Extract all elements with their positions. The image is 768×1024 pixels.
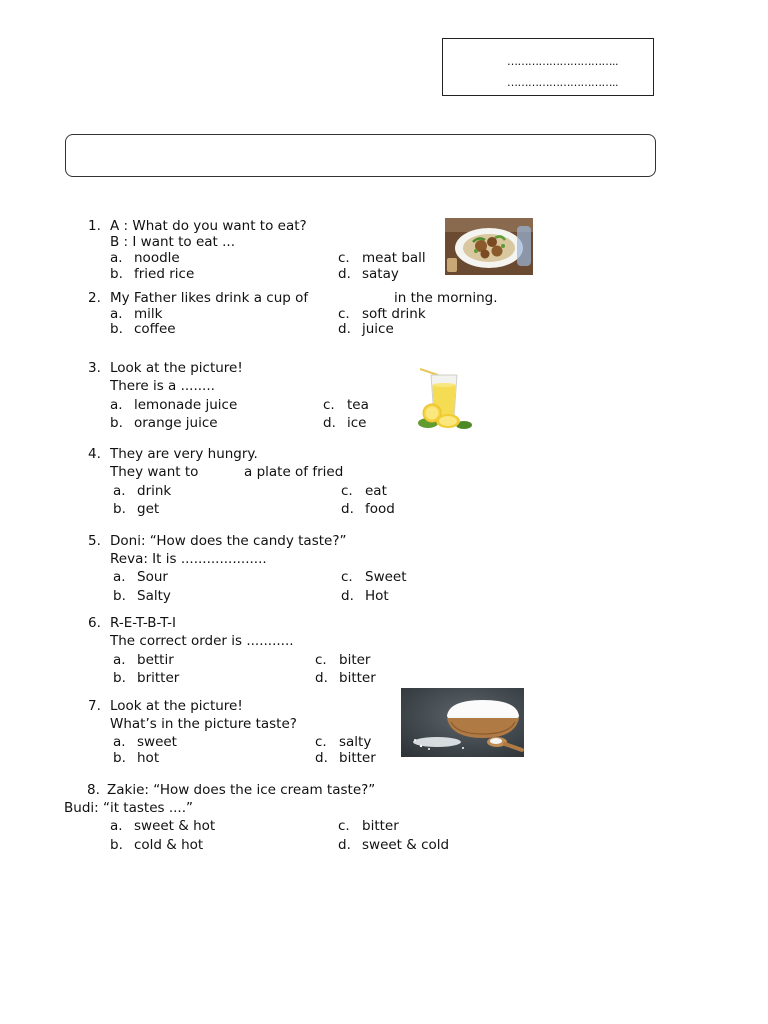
question-text: Doni: “How does the candy taste?”: [110, 533, 347, 549]
option-key: c.: [315, 652, 327, 668]
question-number: 3.: [88, 360, 101, 376]
option-text: britter: [137, 670, 180, 686]
option-text: food: [365, 501, 395, 517]
option-key: a.: [113, 734, 126, 750]
option-key: d.: [315, 750, 328, 766]
question-text: Look at the picture!: [110, 698, 243, 714]
option-key: c.: [338, 250, 350, 266]
option-key: d.: [341, 588, 354, 604]
question-number: 1.: [88, 218, 101, 234]
option-text: get: [137, 501, 160, 517]
question-text: Budi: “it tastes ....”: [64, 800, 193, 816]
question-text: R-E-T-B-T-I: [110, 615, 177, 631]
option-text: satay: [362, 266, 399, 282]
question-text: B : I want to eat ...: [110, 234, 236, 250]
option-key: c.: [341, 483, 353, 499]
option-text: eat: [365, 483, 387, 499]
option-key: a.: [110, 397, 123, 413]
option-key: b.: [113, 750, 126, 766]
name-blank-line: …………………………..: [507, 55, 618, 68]
option-text: bitter: [339, 670, 376, 686]
option-text: bettir: [137, 652, 174, 668]
option-key: b.: [113, 588, 126, 604]
option-key: d.: [341, 501, 354, 517]
option-text: juice: [362, 321, 394, 337]
option-text: meat ball: [362, 250, 426, 266]
option-text: biter: [339, 652, 371, 668]
option-key: b.: [113, 670, 126, 686]
option-key: c.: [341, 569, 353, 585]
question-number: 2.: [88, 290, 101, 306]
meatball-soup-picture: [445, 218, 533, 275]
question-text: Zakie: “How does the ice cream taste?”: [107, 782, 376, 798]
option-text: drink: [137, 483, 172, 499]
option-text: fried rice: [134, 266, 195, 282]
question-text: Look at the picture!: [110, 360, 243, 376]
option-key: a.: [113, 652, 126, 668]
option-text: sweet & hot: [134, 818, 216, 834]
question-text: The correct order is ...........: [110, 633, 294, 649]
option-text: sweet & cold: [362, 837, 450, 853]
option-text: Salty: [137, 588, 171, 604]
option-key: b.: [110, 415, 123, 431]
option-key: a.: [113, 483, 126, 499]
question-text: Reva: It is ....................: [110, 551, 267, 567]
option-text: Sweet: [365, 569, 407, 585]
option-text: cold & hot: [134, 837, 204, 853]
option-key: b.: [113, 501, 126, 517]
question-text: They want to: [110, 464, 199, 480]
option-key: b.: [110, 321, 123, 337]
option-key: a.: [110, 306, 123, 322]
question-number: 4.: [88, 446, 101, 462]
option-key: a.: [113, 569, 126, 585]
option-key: a.: [110, 250, 123, 266]
option-key: d.: [323, 415, 336, 431]
option-key: c.: [323, 397, 335, 413]
title-box: [65, 134, 656, 177]
option-key: b.: [110, 837, 123, 853]
option-key: c.: [315, 734, 327, 750]
option-text: coffee: [134, 321, 176, 337]
question-number: 7.: [88, 698, 101, 714]
option-text: Sour: [137, 569, 168, 585]
question-text: My Father likes drink a cup of: [110, 290, 309, 306]
option-text: lemonade juice: [134, 397, 238, 413]
option-text: milk: [134, 306, 163, 322]
option-text: salty: [339, 734, 372, 750]
option-key: c.: [338, 306, 350, 322]
option-key: c.: [338, 818, 350, 834]
option-text: tea: [347, 397, 369, 413]
question-text: There is a ........: [110, 378, 215, 394]
option-text: bitter: [362, 818, 399, 834]
option-key: d.: [338, 266, 351, 282]
question-text: They are very hungry.: [110, 446, 258, 462]
question-number: 6.: [88, 615, 101, 631]
question-text: in the morning.: [394, 290, 498, 306]
option-text: Hot: [365, 588, 389, 604]
option-key: d.: [338, 321, 351, 337]
option-text: noodle: [134, 250, 180, 266]
question-text: What’s in the picture taste?: [110, 716, 297, 732]
question-text: a plate of fried: [244, 464, 344, 480]
option-text: orange juice: [134, 415, 218, 431]
option-text: bitter: [339, 750, 376, 766]
option-text: hot: [137, 750, 160, 766]
option-key: b.: [110, 266, 123, 282]
option-text: soft drink: [362, 306, 426, 322]
question-number: 8.: [87, 782, 100, 798]
class-blank-line: …………………………..: [507, 76, 618, 89]
name-class-box: [442, 38, 654, 96]
option-text: ice: [347, 415, 367, 431]
lemonade-glass-picture: [406, 365, 474, 433]
question-text: A : What do you want to eat?: [110, 218, 307, 234]
option-key: d.: [338, 837, 351, 853]
option-text: sweet: [137, 734, 177, 750]
question-number: 5.: [88, 533, 101, 549]
option-key: d.: [315, 670, 328, 686]
option-key: a.: [110, 818, 123, 834]
salt-bowl-picture: [401, 688, 524, 757]
